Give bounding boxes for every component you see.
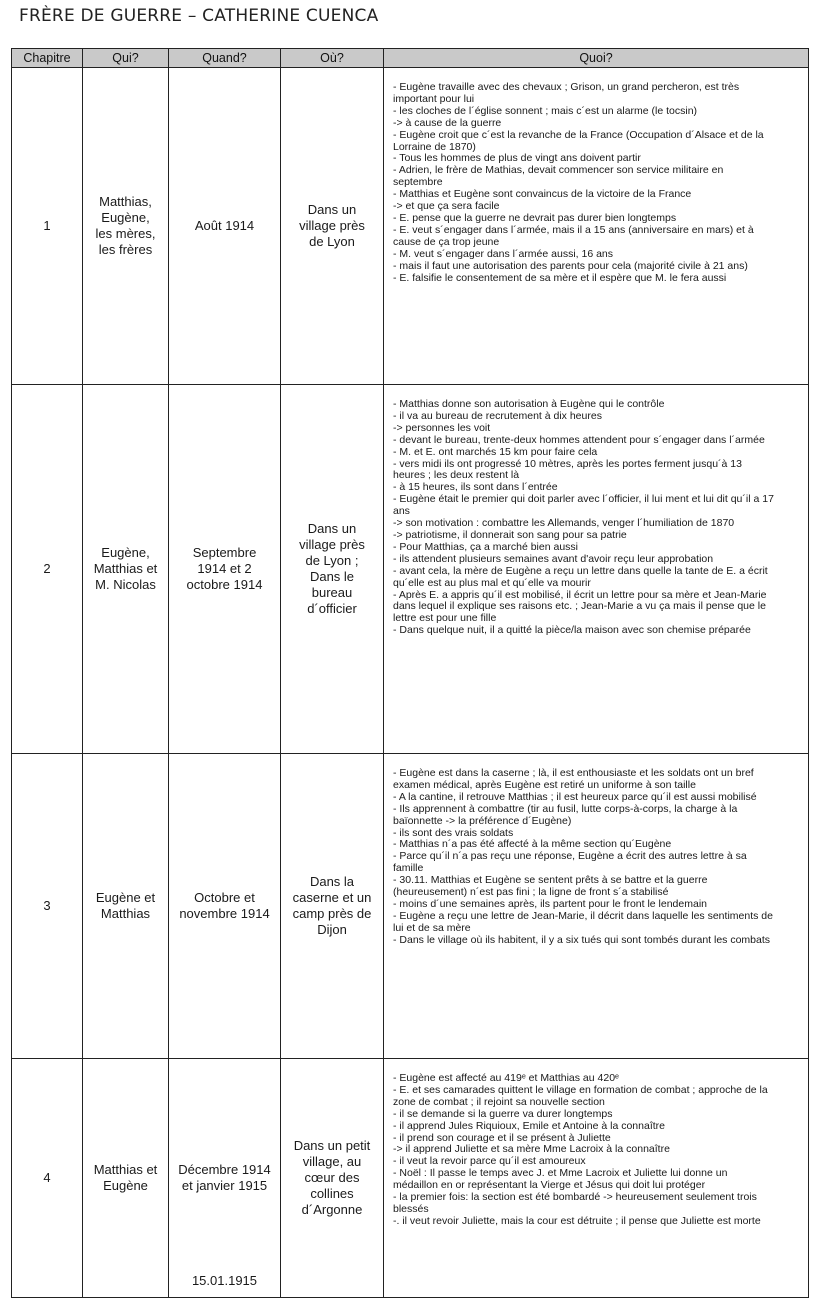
quoi-line: - Noël : Il passe le temps avec J. et Mme Lacroix et Juliette lui donne un [393, 1167, 728, 1180]
table-row [12, 1059, 809, 1298]
quoi-line: baïonnette -> la préférence d´Eugène) [393, 814, 572, 827]
quoi-line: lui et de sa mère [393, 921, 471, 934]
quoi-line: heures ; les deux restent là [393, 469, 520, 482]
quand-text: Septembre 1914 et 2 octobre 1914 [186, 545, 263, 592]
quoi-line: - Eugène a reçu une lettre de Jean-Marie, il décrit dans laquelle les sentiments de [393, 909, 773, 922]
quoi-line: Lorraine de 1870) [393, 140, 476, 153]
table-row [12, 754, 809, 1059]
quand-cell [169, 1059, 281, 1298]
header-quoi: Quoi? [384, 49, 809, 68]
qui-cell: Matthias, Eugène, les mères, les frères [83, 68, 169, 385]
quoi-line: - Eugène est dans la caserne ; là, il est enthousiaste et les soldats ont un bref [393, 767, 754, 779]
quoi-line: examen médical, après Eugène est retiré un uniforme à son taille [393, 778, 696, 791]
quoi-line: - Tous les hommes de plus de vingt ans doivent partir [393, 152, 641, 165]
quoi-line: dans lequel il explique ses raisons etc. ; Jean-Marie a vu ça mais il pense que le [393, 600, 766, 613]
header-ou: Où? [281, 49, 384, 68]
quoi-line: - E. veut s´engager dans l´armée, mais il a 15 ans (anniversaire en mars) et à [393, 223, 754, 236]
qui-cell: Eugène et Matthias [83, 754, 169, 1059]
quoi-line: lettre est pour une fille [393, 612, 497, 625]
qui-cell: Matthias et Eugène [83, 1059, 169, 1298]
table-row [12, 68, 809, 385]
ou-cell: Dans un village près de Lyon [281, 68, 384, 385]
quoi-line: - les cloches de l´église sonnent ; mais c´est un alarme (le tocsin) [393, 104, 698, 117]
quand-cell [169, 754, 281, 1059]
quoi-line: important pour lui [393, 92, 475, 105]
quoi-line: - Adrien, le frère de Mathias, devait commencer son service militaire en [393, 164, 724, 177]
quoi-cell [384, 68, 809, 385]
quoi-line: - Eugène croit que c´est la revanche de la France (Occupation d´Alsace et de la [393, 128, 764, 141]
quand-text: Décembre 1914 et janvier 1915 [178, 1162, 271, 1193]
quoi-line: - devant le bureau, trente-deux hommes attendent pour s´engager dans l´armée [393, 433, 765, 446]
quoi-line: -> personnes les voit [393, 421, 491, 434]
quoi-line: - E. et ses camarades quittent le village en formation de combat ; approche de la [393, 1083, 768, 1096]
quoi-line: -> et que ça sera facile [393, 200, 500, 213]
quoi-line: - Ils apprennent à combattre (tir au fusil, lutte corps-à-corps, la charge à la [393, 802, 738, 815]
header-qui: Qui? [83, 49, 169, 68]
quoi-line: - il se demande si la guerre va durer longtemps [393, 1107, 613, 1120]
quoi-cell [384, 385, 809, 754]
ou-cell: Dans un petit village, au cœur des collines d´Argonne [281, 1059, 384, 1298]
quoi-line: - il veut la revoir parce qu´il est amoureux [393, 1155, 586, 1168]
quoi-line: septembre [393, 176, 443, 189]
quoi-line: - Parce qu´il n´a pas reçu une réponse, Eugène a écrit des autres lettre à sa [393, 850, 747, 863]
quoi-line: - vers midi ils ont progressé 10 mètres, après les portes ferment jusqu´à 13 [393, 457, 742, 470]
document-title: FRÈRE DE GUERRE – CATHERINE CUENCA [19, 6, 379, 26]
quoi-line: - ils sont des vrais soldats [393, 826, 514, 839]
quoi-line: famille [393, 862, 424, 875]
quoi-line: zone de combat ; il rejoint sa nouvelle section [393, 1095, 605, 1108]
quoi-line: - Pour Matthias, ça a marché bien aussi [393, 540, 579, 553]
quoi-line: - Eugène travaille avec des chevaux ; Grison, un grand percheron, est très [393, 81, 740, 93]
chapter-summary-table [11, 48, 809, 1298]
quand-cell [169, 68, 281, 385]
quand-cell [169, 385, 281, 754]
quoi-line: - à 15 heures, ils sont dans l´entrée [393, 481, 558, 494]
quoi-line: - Dans quelque nuit, il a quitté la pièce/la maison avec son chemise préparée [393, 624, 751, 637]
quoi-line: - M. et E. ont marchés 15 km pour faire cela [393, 445, 598, 458]
quoi-line: - Matthias et Eugène sont convaincus de la victoire de la France [393, 188, 692, 201]
quoi-line: - avant cela, la mère de Eugène a reçu un lettre dans quelle la tante de E. a écrit [393, 564, 768, 577]
qui-cell: Eugène, Matthias et M. Nicolas [83, 385, 169, 754]
quoi-line: - E. falsifie le consentement de sa mère et il espère que M. le fera aussi [393, 271, 727, 284]
quoi-line: médaillon en or représentant la Vierge et Jésus qui doit lui protéger [393, 1179, 706, 1192]
header-quand: Quand? [169, 49, 281, 68]
header-row [12, 49, 809, 68]
chapitre-cell: 4 [12, 1059, 83, 1298]
quoi-line: cause de ça trop jeune [393, 235, 500, 248]
quoi-line: -> patriotisme, il donnerait son sang pour sa patrie [393, 528, 627, 541]
quoi-line: - il va au bureau de recrutement à dix heures [393, 409, 602, 422]
quoi-line: ans [393, 505, 410, 518]
quoi-cell [384, 1059, 809, 1298]
quoi-line: - E. pense que la guerre ne devrait pas durer bien longtemps [393, 211, 677, 224]
quoi-line: -> il apprend Juliette et sa mère Mme Lacroix à la connaître [393, 1143, 670, 1156]
quoi-cell [384, 754, 809, 1059]
quoi-line: - Dans le village où ils habitent, il y a six tués qui sont tombés durant les combats [393, 933, 771, 946]
table-row [12, 385, 809, 754]
quoi-line: - moins d´une semaines après, ils partent pour le front le lendemain [393, 897, 707, 910]
header-chapitre: Chapitre [12, 49, 83, 68]
quand-text: Octobre et novembre 1914 [179, 890, 270, 921]
quand-extra-date: 15.01.1915 [191, 1273, 258, 1288]
ou-cell: Dans la caserne et un camp près de Dijon [281, 754, 384, 1059]
chapitre-cell: 3 [12, 754, 83, 1059]
quoi-line: - ils attendent plusieurs semaines avant d'avoir reçu leur approbation [393, 552, 714, 565]
quoi-line: blessés [393, 1202, 429, 1215]
quoi-line: - Matthias donne son autorisation à Eugène qui le contrôle [393, 398, 665, 410]
quoi-line: - 30.11. Matthias et Eugène se sentent prêts à se battre et la guerre [393, 874, 708, 887]
quoi-line: - Après E. a appris qu´il est mobilisé, il écrit un lettre pour sa mère et Jean-Marie [393, 588, 767, 601]
quoi-line: - il apprend Jules Riquioux, Emile et Antoine à la connaître [393, 1119, 665, 1132]
quoi-line: - mais il faut une autorisation des parents pour cela (majorité civile à 21 ans) [393, 259, 748, 272]
quoi-line: (heureusement) n´est pas fini ; la ligne de front s´a stabilisé [393, 886, 669, 899]
quoi-line: -> à cause de la guerre [393, 116, 502, 129]
chapitre-cell: 2 [12, 385, 83, 754]
quoi-line: -. il veut revoir Juliette, mais la cour est détruite ; il pense que Juliette est morte [393, 1214, 761, 1227]
quoi-line: - il prend son courage et il se présent à Juliette [393, 1131, 611, 1144]
quoi-line: - la premier fois: la section est été bombardé -> heureusement seulement trois [393, 1191, 757, 1204]
quoi-line: - M. veut s´engager dans l´armée aussi, 16 ans [393, 247, 614, 260]
quoi-line: - Matthias n´a pas été affecté à la même section qu´Eugène [393, 838, 672, 851]
quoi-line: - Eugène est affecté au 419ᵉ et Matthias au 420ᵉ [393, 1072, 619, 1084]
quoi-line: - Eugène était le premier qui doit parler avec l´officier, il lui ment et lui dit qu´il a 17 [393, 493, 774, 506]
chapitre-cell: 1 [12, 68, 83, 385]
quand-text: Août 1914 [194, 218, 255, 233]
quoi-line: -> son motivation : combattre les Allemands, venger l´humiliation de 1870 [393, 517, 735, 530]
quoi-line: - A la cantine, il retrouve Matthias ; il est heureux parce qu´il est aussi mobilisé [393, 790, 757, 803]
quoi-line: qu´elle est au plus mal et qu´elle va mourir [393, 576, 591, 589]
ou-cell: Dans un village près de Lyon ; Dans le bureau d´officier [281, 385, 384, 754]
